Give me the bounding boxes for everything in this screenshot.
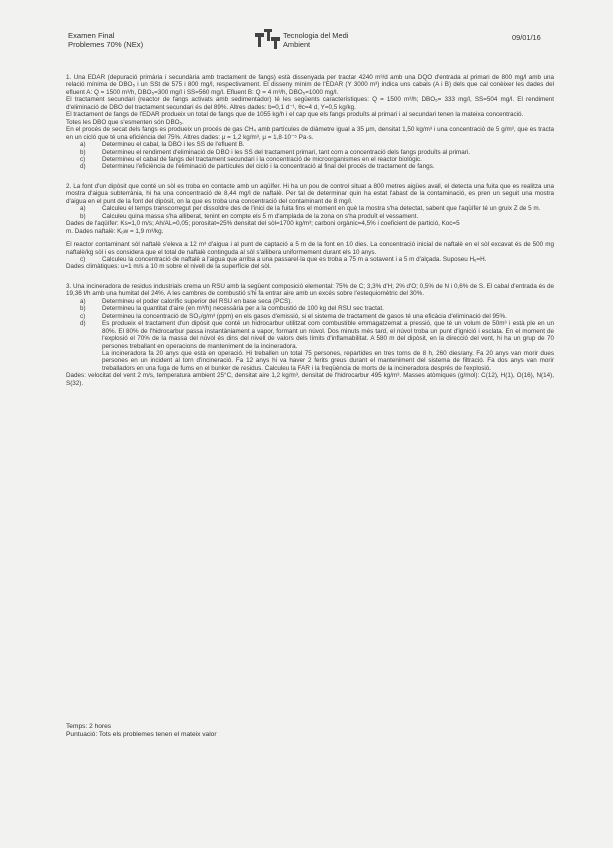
exam-date: 09/01/16 [512, 33, 541, 42]
problem-1-sludge: El tractament de fangs de l'EDAR produeix un total de fangs que de 1055 kg/h i el cap que els fangs produïts al primari i al secundari tenen la mateixa concentració. [66, 111, 524, 119]
question-label: c) [80, 255, 86, 263]
exam-scoring: Puntuació: Tots els problemes tenen el mateix valor [66, 731, 217, 739]
exam-time: Temps: 2 hores [66, 723, 112, 730]
question-label: c) [80, 312, 86, 320]
question-label: d) [80, 163, 86, 171]
exam-header-left [68, 31, 143, 50]
question-label: a) [80, 141, 86, 149]
problem-2-statement: 2. La font d'un dipòsit que conté un sòl es troba en contacte amb un aqüífer. Hi ha un pou de control situat a 800 metres aigües avall, el detecta una fuita que es realitza una mostra d'aigua subterrània, hi ha una concentració de 8,44 mg/l de naftalè. Per tal de determinar quin ha estat l'abast de la contaminació, es pren un seguit una mostra d'aigua en el punt de la font del dipòsit, on la que es troba una concentració del contaminant de 8 mg/l. [66, 182, 554, 205]
problem-3-question-b [66, 305, 554, 312]
problem-3-question-c [66, 313, 554, 320]
problem-3-statement: 3. Una incineradora de residus industrials crema un RSU amb la següent composició elemental: 75% de C; 3,3% d'H; 2% d'O; 0,5% de N i 0,6% de S. El cabal d'entrada és de 19,36 t/h amb una humitat del 24%. A les cambres de combustió s'hi fa entrar aire amb un excés sobre l'estequiomètric del 30%. [66, 282, 554, 298]
problem-3-accident-history: La incineradora fa 20 anys que està en operació. Hi treballen un total 75 persones, repartides en tres torns de 8 h, 260 dies/any. Fa 20 anys van morir dues persones en un incident al torn d'incineració. Fa 12 anys hi va haver 2 ferits greus durant el manteniment del sistema de filtració. Fa dos anys van morir treballadors en una fuga de fums en el bunker de residus. Calculeu la FAR i la freqüència de morts de la incineradora després de l'explosió. [102, 349, 554, 372]
question-text: Es produeix el tractament d'un dipòsit que conté un hidrocarbur utilitzat com combustible emmagatzemat a pressió, que té un volum de 50m³ i està ple en un 80%. El 80% de l'hidrocarbur passa instantàniament a vapor, formant un núvol. Dos minuts més tard, el núvol troba un punt d'ignició i esclata. En el moment de l'explosió el 70% de la massa del núvol és dins del nivell de valors dels límits d'inflamabilitat. A 580 m del dipòsit, en la direcció del vent, hi ha un grup de 70 persones treballant en operacions de manteniment de la incineradora. [102, 320, 554, 350]
question-text: Determineu la quantitat d'aire (en m³/h) necessària per a la combustió de 100 kg del RSU sec tractat. [102, 305, 384, 313]
question-label: a) [80, 297, 86, 305]
problem-2-data-naphthalene: m. Dades naftalè: Kₒw = 1,9 m³/kg. [66, 227, 164, 235]
question-label: b) [80, 305, 86, 313]
problem-2-data-aquifer: Dades de l'aqüífer: Ks=1,0 m/s; Ah/AL=0,05; porositat=25% densitat del sòl=1700 kg/m³; carboni orgànic=4,5% i coeficient de partició, Koc=5 [66, 220, 460, 228]
question-text: Determineu el cabal, la DBO i les SS de l'efluent B. [102, 141, 245, 149]
problem-2-question-b [66, 213, 554, 220]
course-title-line-2: Ambient [283, 40, 311, 49]
question-text: Determineu el rendiment d'eliminació de DBO i les SS del tractament primari, tant com a concentració dels fangs produïts al primari. [102, 148, 470, 156]
question-label: b) [80, 212, 86, 220]
problem-3-question-a [66, 298, 554, 305]
exam-title: Examen Final [68, 31, 115, 40]
problem-1-secondary: El tractament secundari (reactor de fangs activats amb sedimentador) té les següents característiques: Q = 1500 m³/h; DBO₅= 333 mg/l, SS=504 mg/l. El rendiment d'eliminació de DBO del tractament secundari és del 89%. Altres dades: b=0,1 d⁻¹, θc=4 d, Y=0,5 kg/kg. [66, 96, 554, 111]
exam-subtitle: Problemes 70% (NEx) [68, 40, 144, 50]
question-label: b) [80, 148, 86, 156]
question-text: Calculeu el temps transcorregut per dissoldre des de l'inici de la fuita fins el moment en què la mostra s'ha detectat, sabent que l'aqüífer té un gruix Z de 5 m. [102, 205, 541, 213]
question-label: c) [80, 155, 86, 163]
course-title [283, 31, 348, 49]
problem-1-cyclone: En el procés de secat dels fangs es produeix un procés de gas CH₄ amb partícules de diàmetre igual a 35 μm, densitat 1,50 kg/m³ i una concentració de 5 g/m³, que es tracta en un cicló que té una eficiència del 75%. Altres dades: μ = 1,2 kg/m³, μ = 1,8·10⁻⁵ Pa·s. [66, 126, 554, 141]
exam-footer [66, 723, 217, 740]
question-label: a) [80, 205, 86, 213]
problem-2-data-climate: Dades climàtiques: u=1 m/s a 10 m sobre el nivell de la superfície del sòl. [66, 263, 271, 271]
question-text: Determineu la concentració de SO₂/g/m³ (ppm) en els gasos d'emissió, si el sistema de tractament de gasos té una eficàcia d'eliminació del 95%. [102, 312, 507, 320]
problem-1-question-b [66, 149, 554, 156]
problem-1-question-c [66, 156, 554, 163]
problem-3-data: Dades: velocitat del vent 2 m/s, temperatura ambient 25°C, densitat aire 1,2 kg/m³, densitat de l'hidrocarbur 495 kg/m³. Masses atòmiques (g/mol): C(12), H(1), O(16), N(14), S(32). [66, 372, 554, 387]
problem-2-excavation: El reactor contaminant sòl naftalè s'eleva a 12 m³ d'aigua i al punt de captació a 5 m de la font en 10 dies. La concentració inicial de naftalè en el sòl excavat és de 500 mg naftalè/kg sòl i es considera que el total de naftalè continguda al sòl s'allibera uniformement durant els 10 anys. [66, 241, 554, 256]
exam-body [66, 74, 554, 387]
problem-1-question-d [66, 163, 554, 170]
problem-1-note: Totes les DBO que s'esmenten són DBO₅. [66, 118, 184, 126]
university-logo-icon [255, 29, 281, 49]
problem-1-statement: 1. Una EDAR (depuració primària i secundària amb tractament de fangs) està dissenyada per tractar 4240 m³/d amb una DQO d'entrada al primari de 800 mg/l amb una relació mínima de DBO₅ i un SSt de 575 i 800 mg/l, respectivament. El disseny mínim de l'EDAR (Y 3000 m³) indica uns cabals (A i B) dels que cal conèixer les dades del efluent A: Q = 1500 m³/h, DBO₅=300 mg/l i SS=560 mg/l. Efluent B: Q = 4 m³/h, DBO₅=1000 mg/l. [66, 74, 554, 96]
problem-1-question-a [66, 141, 554, 148]
problem-3-question-d [66, 320, 554, 350]
course-title-line-1: Tecnologia del Medi [283, 31, 349, 40]
question-text: Determineu l'eficiència de l'eliminació de partícules del cicló i la concentració al final del procés de tractament de fangs. [102, 163, 435, 171]
question-label: d) [80, 320, 86, 328]
problem-2-question-a [66, 205, 554, 212]
question-text: Determineu el cabal de fangs del tractament secundari i la concentració de microorganismes en el reactor biològic. [102, 155, 422, 163]
question-text: Determineu el poder calorífic superior del RSU en base seca (PCS). [102, 297, 293, 305]
question-text: Calculeu quina massa s'ha alliberat, tenint en compte els 5 m d'amplada de la zona on s'ha produït el vessament. [102, 212, 419, 220]
question-text: Calculeu la concentració de naftalè a l'aigua que arriba a una passarel·la que es troba a 75 m a sotavent i a 5 m d'alçada. Suposeu Hₑ=H. [102, 255, 487, 263]
problem-2-question-c [66, 256, 554, 263]
